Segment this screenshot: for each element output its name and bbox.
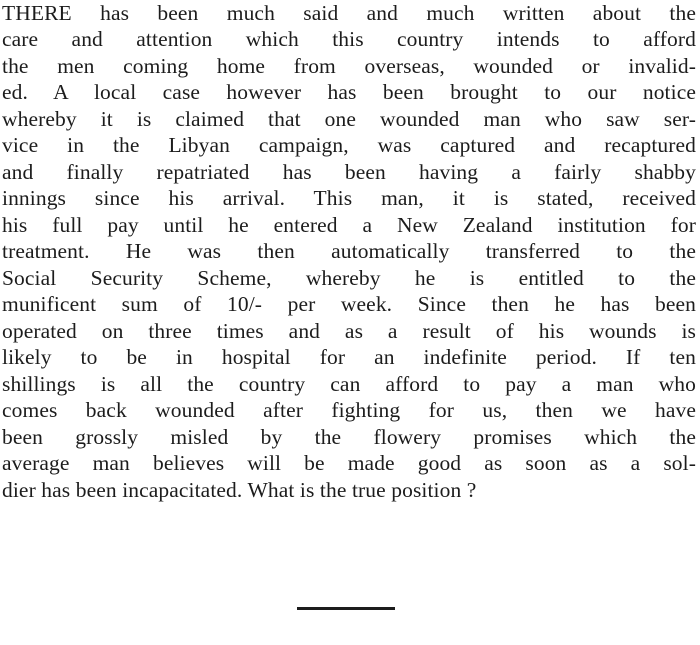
article-line-3: the men coming home from overseas, wounded or invalid-	[2, 54, 696, 78]
article-line-4: ed. A local case however has been brought to our notice	[2, 80, 696, 104]
article-line-14: likely to be in hospital for an indefinite period. If ten	[2, 345, 696, 369]
article-line-19: dier has been incapacitated. What is the true position ?	[2, 478, 477, 502]
article-line-15: shillings is all the country can afford to pay a man who	[2, 372, 696, 396]
article-line-16: comes back wounded after fighting for us, then we have	[2, 398, 696, 422]
section-divider-rule	[297, 607, 395, 610]
article-line-10: treatment. He was then automatically transferred to the	[2, 239, 696, 263]
article-line-6: vice in the Libyan campaign, was captured and recaptured	[2, 133, 696, 157]
article-line-8: innings since his arrival. This man, it is stated, received	[2, 186, 696, 210]
article-line-12: munificent sum of 10/- per week. Since then he has been	[2, 292, 696, 316]
article-line-9: his full pay until he entered a New Zealand institution for	[2, 213, 696, 237]
article-line-18: average man believes will be made good as soon as a sol-	[2, 451, 696, 475]
article-line-17: been grossly misled by the flowery promises which the	[2, 425, 696, 449]
article-line-13: operated on three times and as a result of his wounds is	[2, 319, 696, 343]
article-line-11: Social Security Scheme, whereby he is entitled to the	[2, 266, 696, 290]
article-line-2: care and attention which this country intends to afford	[2, 27, 696, 51]
article-line-1: THERE has been much said and much written about the	[2, 1, 696, 25]
article-line-5: whereby it is claimed that one wounded man who saw ser-	[2, 107, 696, 131]
article-line-7: and finally repatriated has been having a fairly shabby	[2, 160, 696, 184]
